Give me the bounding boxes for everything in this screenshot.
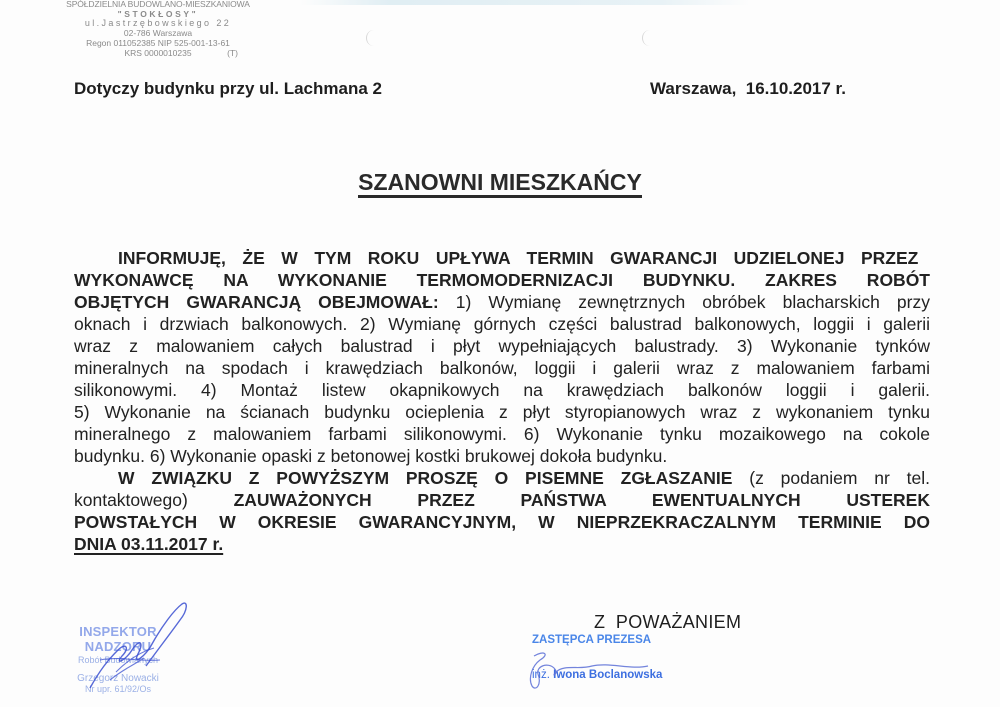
bold-text: POWSTAŁYCH W OKRESIE GWARANCYJNYM, W NIEPRZEKRACZALNYM TERMINIE DO bbox=[74, 512, 930, 532]
body-line-text bbox=[74, 423, 930, 445]
signatory-title: inż. bbox=[532, 669, 550, 681]
title-wrap bbox=[0, 170, 1000, 198]
bold-text: WYKONAWCĘ NA WYKONANIE TERMOMODERNIZACJI BUDYNKU. ZAKRES ROBÓT bbox=[74, 270, 930, 290]
body-text: 1) Wymianę zewnętrznych obróbek blacharskich przy bbox=[438, 292, 930, 312]
body-text: oknach i drzwiach balkonowych. 2) Wymianę górnych części balustrad balkonowych, loggii i galerii bbox=[74, 314, 930, 334]
bold-text: ZAUWAŻONYCH PRZEZ PAŃSTWA EWENTUALNYCH USTEREK bbox=[187, 490, 930, 510]
stamp-krs: KRS 0000010235 bbox=[124, 47, 192, 58]
body-line bbox=[74, 511, 930, 533]
body-line bbox=[74, 335, 930, 357]
body-line bbox=[74, 247, 930, 269]
bold-text: INFORMUJĘ, ŻE W TYM ROKU UPŁYWA TERMIN GWARANCJI UDZIELONEJ PRZEZ bbox=[118, 248, 919, 268]
bold-text: DNIA 03.11.2017 r. bbox=[74, 534, 224, 554]
body-text: silikonowymi. 4) Montaż listew okapnikowych na krawędziach balkonów loggii i galerii. bbox=[74, 380, 930, 400]
body-line-text bbox=[74, 269, 930, 291]
body-text: kontaktowego) bbox=[74, 490, 188, 510]
letter-body bbox=[74, 247, 930, 555]
scan-artifact bbox=[300, 0, 750, 5]
body-text: (z podaniem nr tel. bbox=[732, 468, 931, 488]
stamp-krs-row bbox=[38, 49, 278, 59]
body-line bbox=[74, 269, 930, 291]
body-line bbox=[74, 357, 930, 379]
body-text: budynku. 6) Wykonanie opaski z betonowej kostki brukowej dokoła budynku. bbox=[74, 446, 668, 466]
stamp-mark: (T) bbox=[227, 47, 238, 58]
punch-hole-mark bbox=[366, 30, 381, 46]
letter-title: SZANOWNI MIESZKAŃCY bbox=[358, 170, 642, 198]
punch-hole-mark bbox=[642, 30, 657, 46]
inspector-signature bbox=[70, 600, 200, 695]
inspector-stamp-scope: Robót Budowlanych bbox=[77, 655, 159, 665]
signatory-role-stamp: ZASTĘPCA PREZESA bbox=[532, 634, 652, 646]
signatory-name: Iwona Boclanowska bbox=[553, 669, 663, 681]
body-line bbox=[74, 423, 930, 445]
body-line-text bbox=[118, 247, 918, 269]
body-line bbox=[74, 445, 930, 467]
body-text: mineralnych na spodach i krawędziach balkonów, loggii i galerii wraz z malowaniem farbami bbox=[74, 358, 930, 378]
building-reference: Dotyczy budynku przy ul. Lachmana 2 bbox=[74, 79, 382, 98]
body-line-text bbox=[74, 445, 667, 467]
body-line bbox=[74, 489, 930, 511]
body-line-text bbox=[74, 379, 930, 401]
body-line-text bbox=[74, 489, 930, 511]
body-text: 5) Wykonanie na ścianach budynku ocieplenia z płyt styropianowych wraz z wykonaniem tynku bbox=[74, 402, 930, 422]
body-line bbox=[74, 291, 930, 313]
body-line-text bbox=[74, 291, 930, 313]
body-line-text bbox=[74, 533, 223, 555]
body-line bbox=[74, 313, 930, 335]
body-line bbox=[74, 533, 930, 555]
body-line-text bbox=[74, 357, 930, 379]
body-line-text bbox=[74, 511, 930, 533]
body-line bbox=[74, 379, 930, 401]
closing-salutation: Z POWAŻANIEM bbox=[594, 612, 742, 632]
body-line-text bbox=[74, 313, 930, 335]
stamp-cooperative-short: "STOKŁOSY" bbox=[117, 8, 199, 19]
stamp-street: ul.Jastrzębowskiego 22 bbox=[84, 18, 232, 29]
stamp-cooperative-name: SPÓŁDZIELNIA BUDOWLANO-MIESZKANIOWA bbox=[66, 0, 250, 9]
body-line-text bbox=[74, 335, 930, 357]
inspector-stamp-name: Grzegorz Nowacki bbox=[77, 673, 159, 684]
inspector-stamp-title: INSPEKTOR NADZORU bbox=[79, 624, 157, 654]
body-line-text bbox=[74, 401, 930, 423]
body-line bbox=[74, 401, 930, 423]
body-line bbox=[74, 467, 930, 489]
bold-text: OBJĘTYCH GWARANCJĄ OBEJMOWAŁ: bbox=[74, 292, 439, 312]
bold-text: W ZWIĄZKU Z POWYŻSZYM PROSZĘ O PISEMNE ZGŁASZANIE bbox=[118, 468, 733, 488]
stamp-regon-nip: Regon 011052385 NIP 525-001-13-61 bbox=[86, 37, 230, 48]
place-date: Warszawa, 16.10.2017 r. bbox=[650, 79, 846, 98]
deputy-signature bbox=[520, 648, 663, 693]
body-text: wraz z malowaniem całych balustrad i płyt wypełniających balustrady. 3) Wykonanie tynków bbox=[74, 336, 930, 356]
body-text: mineralnego z malowaniem farbami silikonowymi. 6) Wykonanie tynku mozaikowego na cokole bbox=[74, 424, 930, 444]
inspector-stamp-license: Nr upr. 61/92/Os bbox=[84, 684, 152, 694]
stamp-city: 02-786 Warszawa bbox=[123, 28, 193, 39]
body-line-text bbox=[118, 467, 930, 489]
sender-stamp bbox=[38, 0, 278, 58]
